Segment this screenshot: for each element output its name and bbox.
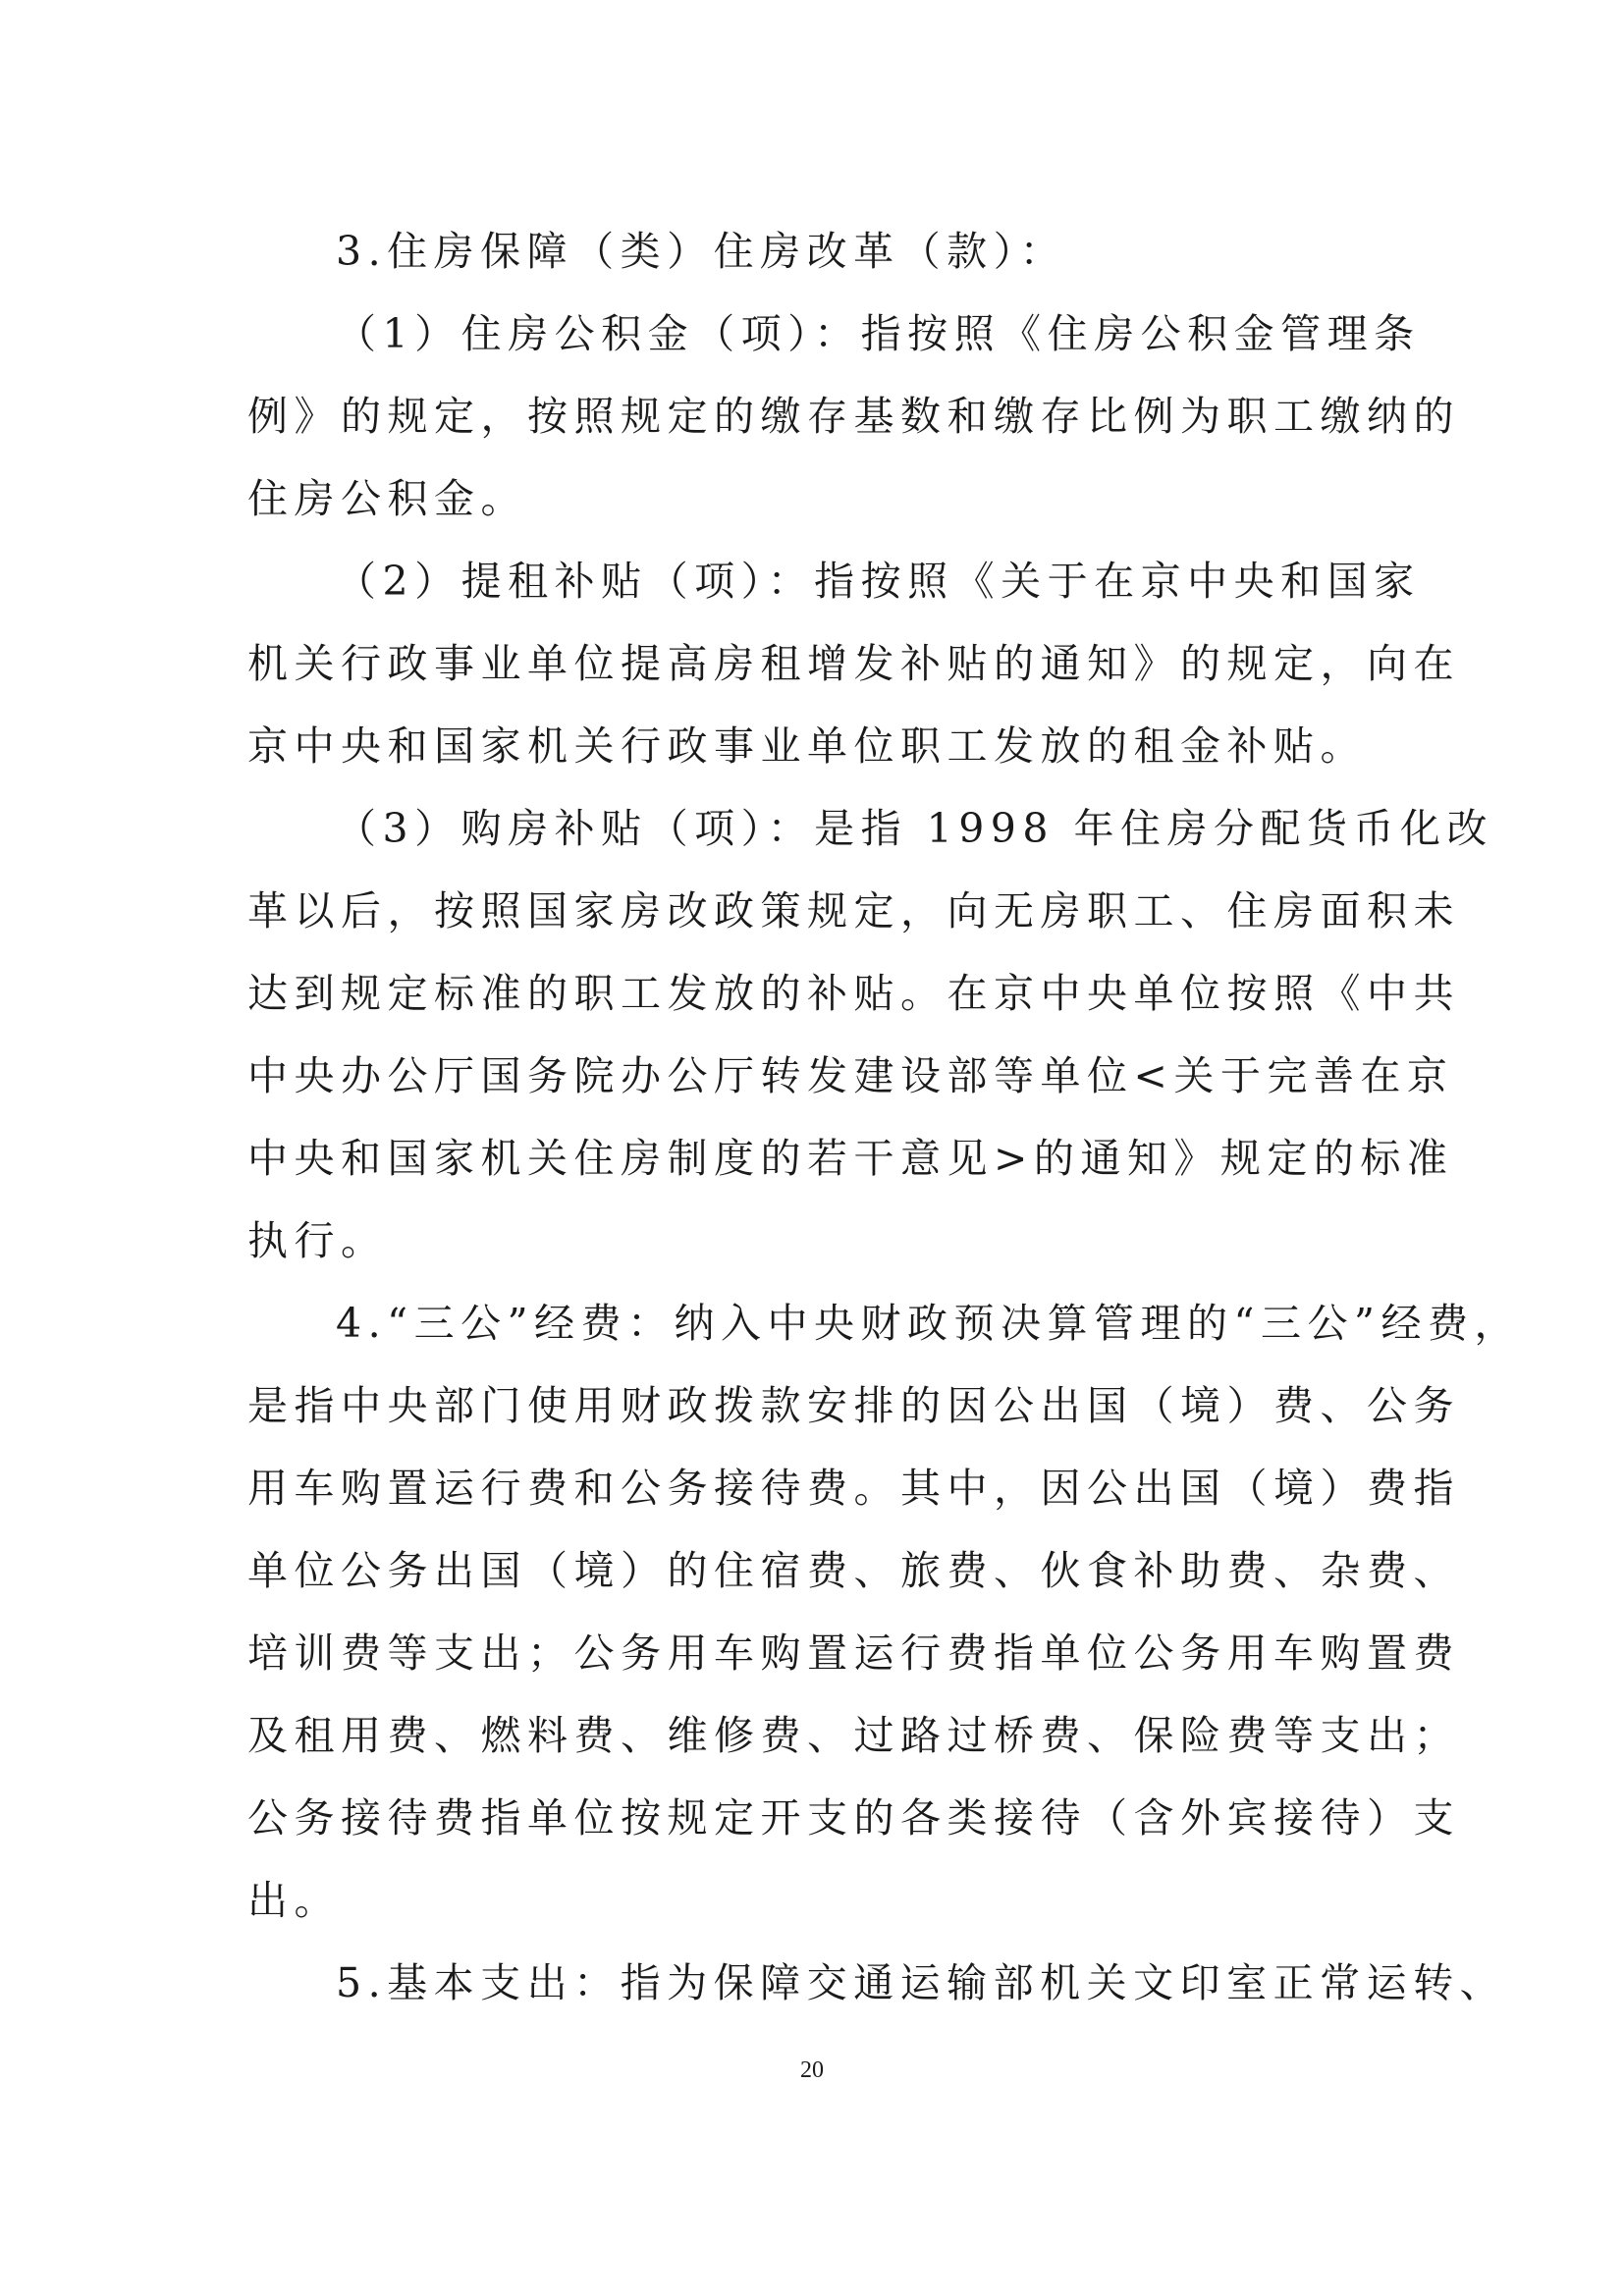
text-line: 机关行政事业单位提高房租增发补贴的通知》的规定，向在 (247, 640, 1460, 687)
text-line: 执行。 (247, 1217, 388, 1264)
text-line: 公务接待费指单位按规定开支的各类接待（含外宾接待）支 (247, 1794, 1460, 1842)
text-line: 单位公务出国（境）的住宿费、旅费、伙食补助费、杂费、 (247, 1547, 1460, 1594)
text-line: 是指中央部门使用财政拨款安排的因公出国（境）费、公务 (247, 1382, 1460, 1429)
text-line: 出。 (247, 1877, 341, 1924)
text-line: 用车购置运行费和公务接待费。其中，因公出国（境）费指 (247, 1465, 1460, 1512)
text-line: 京中央和国家机关行政事业单位职工发放的租金补贴。 (247, 722, 1367, 770)
text-line: 中央办公厅国务院办公厅转发建设部等单位<关于完善在京 (247, 1052, 1454, 1099)
text-line: 中央和国家机关住房制度的若干意见>的通知》规定的标准 (247, 1135, 1454, 1182)
heading-basic-expenditure: 5.基本支出：指为保障交通运输部机关文印室正常运转、 (336, 1959, 1507, 2006)
heading-housing-reform: 3.住房保障（类）住房改革（款）： (336, 228, 1067, 275)
text-line: （2）提租补贴（项）：指按照《关于在京中央和国家 (336, 558, 1421, 605)
text-line: 达到规定标准的职工发放的补贴。在京中央单位按照《中共 (247, 970, 1460, 1017)
heading-three-public-expenses: 4.“三公”经费：纳入中央财政预决算管理的“三公”经费， (336, 1300, 1521, 1347)
text-line: 例》的规定，按照规定的缴存基数和缴存比例为职工缴纳的 (247, 393, 1460, 440)
text-line: （3）购房补贴（项）：是指 1998 年住房分配货币化改 (336, 805, 1493, 852)
text-line: 及租用费、燃料费、维修费、过路过桥费、保险费等支出； (247, 1712, 1460, 1759)
page-number: 20 (800, 2057, 824, 2083)
text-line: 革以后，按照国家房改政策规定，向无房职工、住房面积未 (247, 887, 1460, 934)
text-line: （1）住房公积金（项）：指按照《住房公积金管理条 (336, 310, 1421, 357)
text-line: 住房公积金。 (247, 475, 527, 522)
text-line: 培训费等支出；公务用车购置运行费指单位公务用车购置费 (247, 1629, 1460, 1677)
